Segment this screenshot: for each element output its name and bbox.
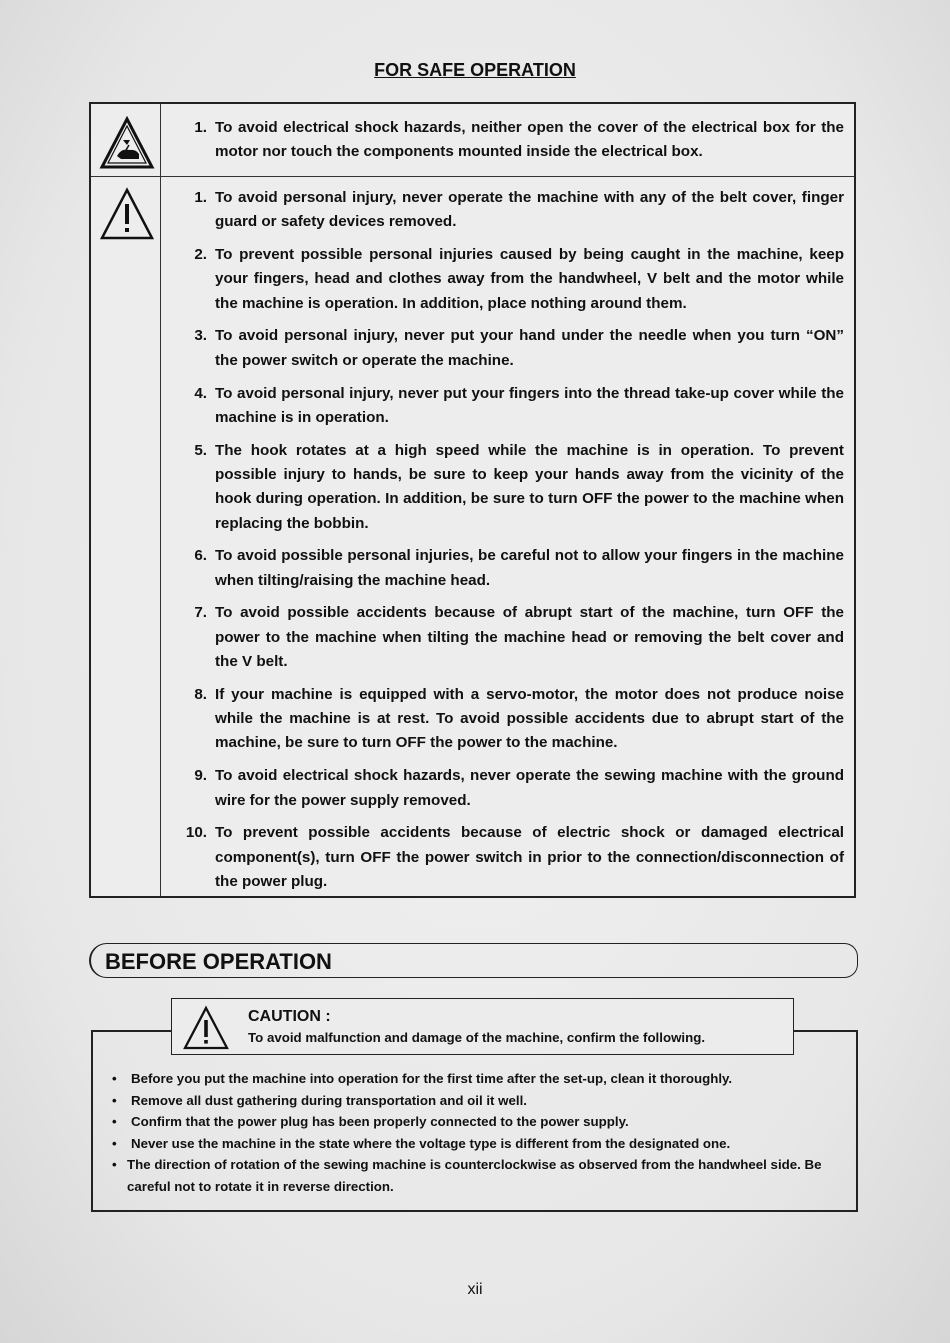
caution-text: To avoid malfunction and damage of the machine, confirm the following. bbox=[248, 1030, 706, 1045]
warning-item: 5. The hook rotates at a high speed while the machine is in operation. To prevent possible injury to hands, be sure to keep your hands away from the vicinity of the hook during operation. In addition, be sure to turn OFF the power to the machine when replacing the bobbin. bbox=[194, 441, 844, 532]
bullet-icon: • bbox=[112, 1071, 117, 1086]
warning-item: 4. To avoid personal injury, never put your fingers into the thread take-up cover while the machine is in operation. bbox=[194, 384, 844, 426]
list-item: • Remove all dust gathering during transportation and oil it well. bbox=[112, 1090, 857, 1112]
list-item: • Never use the machine in the state where the voltage type is different from the designated one. bbox=[112, 1133, 857, 1155]
caution-warning-icon bbox=[182, 1005, 230, 1051]
list-item: • Confirm that the power plug has been properly connected to the power supply. bbox=[112, 1111, 857, 1133]
warning-item: 3. To avoid personal injury, never put your hand under the needle when you turn “ON” the power switch or operate the machine. bbox=[194, 327, 844, 369]
safety-table bbox=[89, 102, 856, 898]
bullet-icon: • bbox=[112, 1135, 117, 1151]
bullet-icon: • bbox=[112, 1092, 117, 1108]
general-warning-list bbox=[173, 186, 844, 903]
warning-item: 9. To avoid electrical shock hazards, never operate the sewing machine with the ground wire for the power supply removed. bbox=[194, 767, 844, 809]
bullet-icon: • bbox=[112, 1157, 117, 1172]
before-operation-list bbox=[112, 1068, 857, 1197]
warning-item: 10. To prevent possible accidents because of electric shock or damaged electrical component(s), turn OFF the power switch in prior to the connection/disconnection of the power plug. bbox=[185, 824, 844, 890]
page-number: xii bbox=[467, 1281, 483, 1298]
warning-item: 1. To avoid electrical shock hazards, neither open the cover of the electrical box for the motor nor touch the components mounted inside the electrical box. bbox=[194, 119, 844, 161]
page-title: FOR SAFE OPERATION bbox=[374, 60, 576, 80]
bullet-icon: • bbox=[112, 1114, 117, 1129]
electrical-warning-row bbox=[91, 104, 854, 177]
general-warning-icon-cell bbox=[91, 177, 161, 896]
warning-item: 2. To prevent possible personal injuries caused by being caught in the machine, keep your fingers, head and clothes away from the handwheel, V belt and the motor while the machine is operation. In addition, place nothing around them. bbox=[194, 246, 844, 312]
electrical-hazard-warning-icon bbox=[99, 116, 155, 170]
warning-item: 6. To avoid possible personal injuries, be careful not to allow your fingers in the machine when tilting/raising the machine head. bbox=[194, 547, 844, 589]
warning-item: 1. To avoid personal injury, never operate the machine with any of the belt cover, finger guard or safety devices removed. bbox=[194, 189, 844, 231]
list-item: • Before you put the machine into operation for the first time after the set-up, clean it thoroughly. bbox=[112, 1068, 857, 1090]
electrical-warning-icon-cell bbox=[91, 104, 161, 176]
list-item: • The direction of rotation of the sewing machine is counterclockwise as observed from the handwheel side. Be careful not to rotate it in reverse direction. bbox=[112, 1154, 857, 1197]
exclamation-warning-icon bbox=[99, 187, 155, 241]
warning-item: 8. If your machine is equipped with a servo-motor, the motor does not produce noise while the machine is at rest. To avoid possible accidents due to abrupt start of the machine, be sure to turn OFF the power to the machine. bbox=[194, 685, 844, 752]
caution-box bbox=[171, 998, 794, 1055]
electrical-warning-list bbox=[173, 116, 844, 173]
before-operation-header bbox=[89, 943, 858, 978]
caution-title: CAUTION : bbox=[248, 1008, 331, 1025]
section-title: BEFORE OPERATION bbox=[105, 949, 332, 974]
warning-item: 7. To avoid possible accidents because of abrupt start of the machine, turn OFF the power to the machine when tilting the machine head or removing the belt cover and the V belt. bbox=[194, 604, 844, 671]
general-warning-row bbox=[91, 177, 854, 896]
